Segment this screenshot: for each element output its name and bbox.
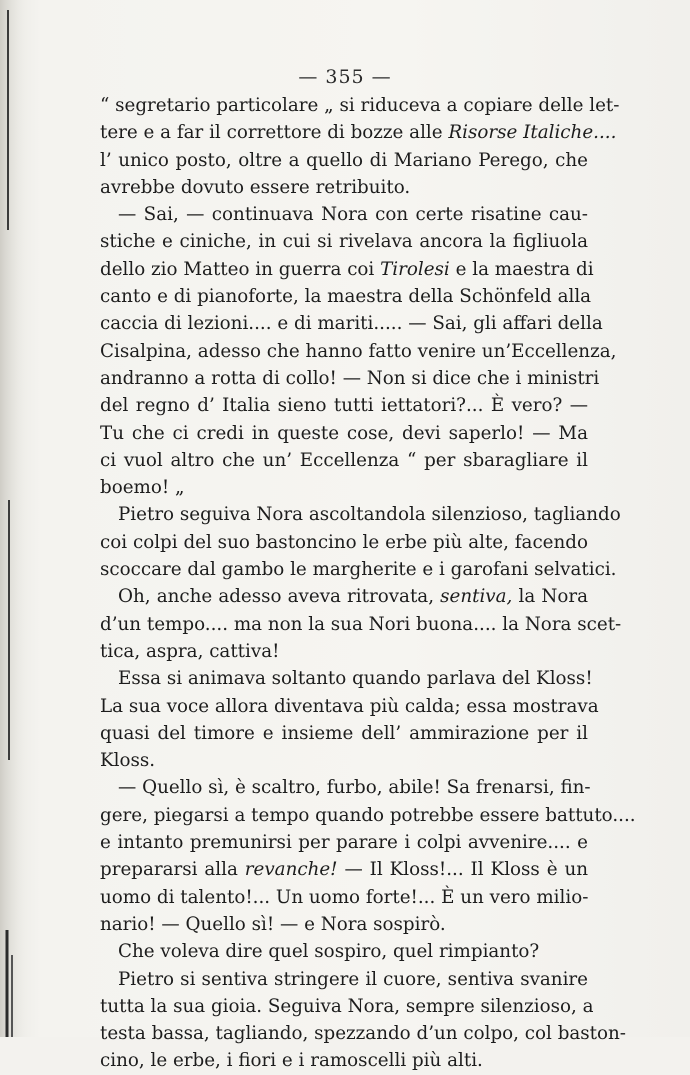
italic-text: revanche! [244, 859, 338, 881]
text-segment: La sua voce allora diventava più calda; essa mostrava [100, 695, 599, 717]
text-line [100, 92, 620, 119]
text-line [100, 693, 599, 720]
text-segment: gere, piegarsi a tempo quando potrebbe essere battuto.... [100, 804, 636, 826]
text-line [100, 474, 588, 501]
italic-text: sentiva, [440, 586, 513, 608]
text-segment: d’un tempo.... ma non la sua Nori buona.... la Nora scet- [100, 613, 622, 635]
text-line [100, 1047, 588, 1074]
text-line [100, 611, 622, 638]
text-segment: nario! — Quello sì! — e Nora sospirò. [100, 913, 446, 935]
text-line [100, 638, 588, 665]
text-line [100, 829, 588, 856]
italic-text: Tirolesi [380, 258, 450, 280]
text-segment: caccia di lezioni.... e di mariti..... — Sai, gli affari della [100, 313, 603, 335]
text-segment: Cisalpina, adesso che hanno fatto venire un’Eccellenza, [100, 340, 617, 362]
text-segment: coi colpi del suo bastoncino le erbe più alte, facendo [100, 531, 588, 553]
text-line [100, 720, 588, 747]
text-segment: Pietro seguiva Nora ascoltandola silenzioso, tagliando [118, 504, 621, 526]
text-line [100, 1020, 626, 1047]
text-segment: cino, le erbe, i fiori e i ramoscelli più alti. [100, 1050, 483, 1072]
text-segment: — Quello sì, è scaltro, furbo, abile! Sa frenarsi, fin- [118, 777, 591, 799]
text-line [100, 501, 621, 528]
text-line [100, 283, 592, 310]
text-segment: prepararsi alla [100, 859, 245, 881]
text-line [100, 201, 588, 228]
text-segment: uomo di talento!... Un uomo forte!... È un vero milio- [100, 886, 589, 908]
text-line [100, 665, 593, 692]
text-line [100, 993, 594, 1020]
text-segment: la Nora [512, 586, 588, 608]
text-line [100, 228, 588, 255]
text-segment: Tu che ci credi in queste cose, devi saperlo! — Ma [100, 422, 588, 444]
text-line [100, 529, 588, 556]
text-line [100, 884, 588, 911]
text-segment: scoccare dal gambo le margherite e i garofani selvatici. [100, 559, 617, 581]
text-line [100, 174, 588, 201]
text-segment: testa bassa, tagliando, spezzando d’un colpo, col baston- [100, 1023, 626, 1045]
text-segment: Essa si animava soltanto quando parlava del Kloss! [118, 668, 593, 690]
text-line [100, 392, 588, 419]
binding-edge-shadow [0, 0, 28, 1037]
text-line [100, 774, 591, 801]
italic-text: Risorse Italiche.... [448, 122, 617, 144]
text-segment: dello zio Matteo in guerra coi [100, 258, 381, 280]
text-segment: e intanto premunirsi per parare i colpi avvenire.... e [100, 832, 588, 854]
text-segment: stiche e ciniche, in cui si rivelava ancora la figliuola [100, 231, 588, 253]
text-line [100, 747, 588, 774]
text-line [100, 911, 588, 938]
text-segment: tica, aspra, cattiva! [100, 640, 280, 662]
text-line [100, 338, 617, 365]
text-segment: Oh, anche adesso aveva ritrovata, [118, 586, 441, 608]
text-segment: l’ unico posto, oltre a quello di Mariano Perego, che [100, 149, 588, 171]
text-segment: e la maestra di [449, 258, 594, 280]
text-line [100, 365, 600, 392]
text-segment: ci vuol altro che un’ Eccellenza “ per sbaragliare il [100, 449, 588, 471]
page-number: — 355 — [298, 66, 392, 88]
text-line [100, 583, 588, 610]
text-segment: tere e a far il correttore di bozze alle [100, 122, 449, 144]
text-segment: canto e di pianoforte, la maestra della Schönfeld alla [100, 286, 592, 308]
text-line [100, 938, 588, 965]
text-line [100, 802, 636, 829]
body-text [100, 92, 636, 1075]
text-segment: Pietro si sentiva stringere il cuore, sentiva svanire [118, 968, 588, 990]
text-line [100, 966, 588, 993]
text-line [100, 147, 588, 174]
text-segment: Kloss. [100, 750, 156, 772]
text-segment: quasi del timore e insieme dell’ ammirazione per il [100, 722, 588, 744]
text-segment: Che voleva dire quel sospiro, quel rimpianto? [118, 941, 540, 963]
text-line [100, 256, 594, 283]
text-segment: avrebbe dovuto essere retribuito. [100, 176, 411, 198]
text-segment: — Sai, — continuava Nora con certe risatine cau- [118, 204, 588, 226]
text-line [100, 310, 603, 337]
text-segment: tutta la sua gioia. Seguiva Nora, sempre silenzioso, a [100, 995, 594, 1017]
text-line [100, 556, 617, 583]
text-line [100, 447, 588, 474]
text-line [100, 856, 588, 883]
text-segment: — Il Kloss!... Il Kloss è un [337, 859, 588, 881]
text-line [100, 119, 617, 146]
text-line [100, 420, 588, 447]
text-segment: “ segretario particolare „ si riduceva a copiare delle let- [100, 95, 620, 116]
text-segment: boemo! „ [100, 477, 185, 499]
text-segment: del regno d’ Italia sieno tutti iettatori?... È vero? — [100, 395, 588, 417]
text-segment: andranno a rotta di collo! — Non si dice che i ministri [100, 367, 600, 389]
